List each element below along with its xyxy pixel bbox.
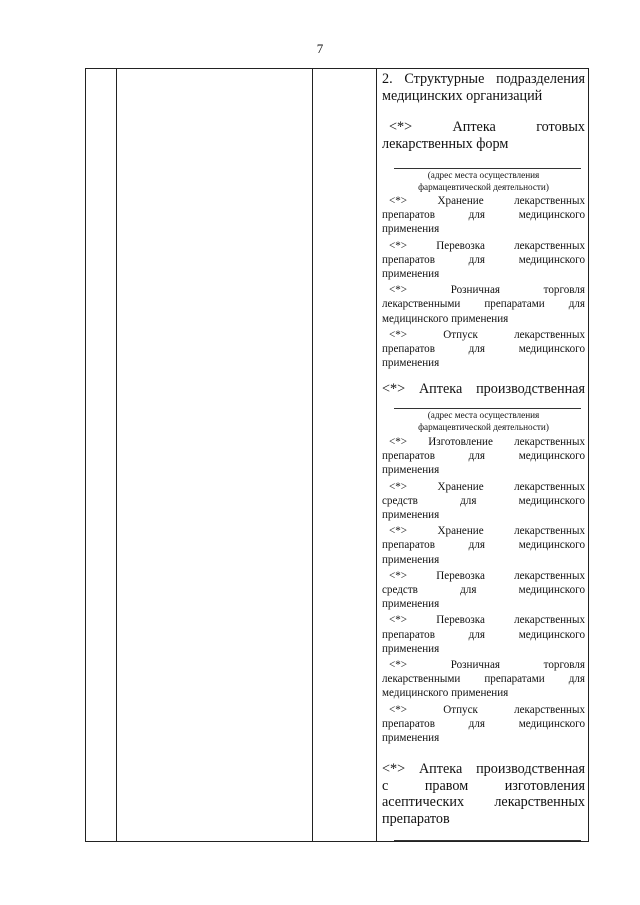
activity-line: применения [382, 268, 440, 281]
column-divider [312, 69, 313, 841]
activity-line: <*> Перевозка лекарственных [389, 239, 585, 252]
activity-list [382, 435, 585, 745]
activity-item [382, 569, 585, 612]
caption-line: фармацевтической деятельности) [418, 182, 549, 193]
activity-line: <*> Хранение лекарственных [389, 480, 585, 493]
activity-line: применения [382, 553, 440, 566]
heading-line: 2. Структурные подразделения [382, 71, 585, 87]
activity-line: <*> Розничная торговля [389, 284, 585, 297]
activity-line: медицинского применения [382, 687, 509, 700]
activity-item [382, 658, 585, 701]
title-line: <*> Аптека готовых [389, 119, 585, 135]
activity-item [382, 613, 585, 656]
activity-line: препаратов для медицинского [382, 253, 585, 266]
activity-line: препаратов для медицинского [382, 209, 585, 222]
address-caption [382, 169, 585, 193]
activity-item [382, 524, 585, 567]
activity-item [382, 435, 585, 478]
activity-line: <*> Отпуск лекарственных [389, 703, 585, 716]
caption-line: (адрес места осуществления [427, 410, 540, 420]
activity-line: лекарственными препаратами для [382, 673, 585, 686]
activity-line: <*> Розничная торговля [389, 659, 585, 672]
activity-item [382, 480, 585, 523]
activity-item [382, 283, 585, 326]
activity-line: препаратов для медицинского [382, 717, 585, 730]
pharmacy-ready-forms-title [382, 119, 585, 152]
page-number: 7 [316, 41, 324, 56]
title-line: асептических лекарственных [382, 794, 585, 810]
address-line [394, 840, 581, 841]
activity-line: препаратов для медицинского [382, 450, 585, 463]
document-table [85, 68, 589, 842]
activity-line: применения [382, 642, 440, 655]
address-caption [382, 409, 585, 433]
activity-item [382, 703, 585, 746]
activity-item [382, 194, 585, 237]
title-line: лекарственных форм [382, 135, 509, 152]
activity-line: средств для медицинского [382, 584, 585, 597]
activity-line: применения [382, 509, 440, 522]
activity-list [382, 194, 585, 370]
activity-line: медицинского применения [382, 312, 509, 325]
activity-item [382, 328, 585, 371]
activity-line: препаратов для медицинского [382, 539, 585, 552]
section-heading [382, 71, 585, 104]
activity-line: <*> Хранение лекарственных [389, 195, 585, 207]
activity-line: применения [382, 732, 440, 745]
caption-line: (адрес места осуществления [427, 170, 540, 180]
activity-line: применения [382, 357, 440, 370]
activity-item [382, 239, 585, 282]
activity-line: <*> Перевозка лекарственных [389, 614, 585, 627]
caption-line: фармацевтической деятельности) [418, 422, 549, 433]
activity-line: <*> Перевозка лекарственных [389, 569, 585, 582]
activity-line: <*> Отпуск лекарственных [389, 328, 585, 341]
pharmacy-production-title: <*> Аптека производственная [382, 381, 585, 397]
activity-line: лекарственными препаратами для [382, 298, 585, 311]
activity-line: препаратов для медицинского [382, 343, 585, 356]
activity-line: применения [382, 598, 440, 611]
activity-line: препаратов для медицинского [382, 628, 585, 641]
title-line: <*> Аптека производственная [382, 761, 585, 777]
title-line: с правом изготовления [382, 777, 585, 794]
activity-line: средств для медицинского [382, 494, 585, 507]
activity-line: <*> Изготовление лекарственных [389, 436, 585, 448]
heading-line: медицинских организаций [382, 87, 543, 104]
activity-line: применения [382, 464, 440, 477]
pharmacy-production-aseptic-title [382, 761, 585, 827]
title-line: препаратов [382, 810, 450, 827]
column-divider [376, 69, 377, 841]
column-divider [116, 69, 117, 841]
activity-line: применения [382, 223, 440, 236]
activity-line: <*> Хранение лекарственных [389, 525, 585, 538]
